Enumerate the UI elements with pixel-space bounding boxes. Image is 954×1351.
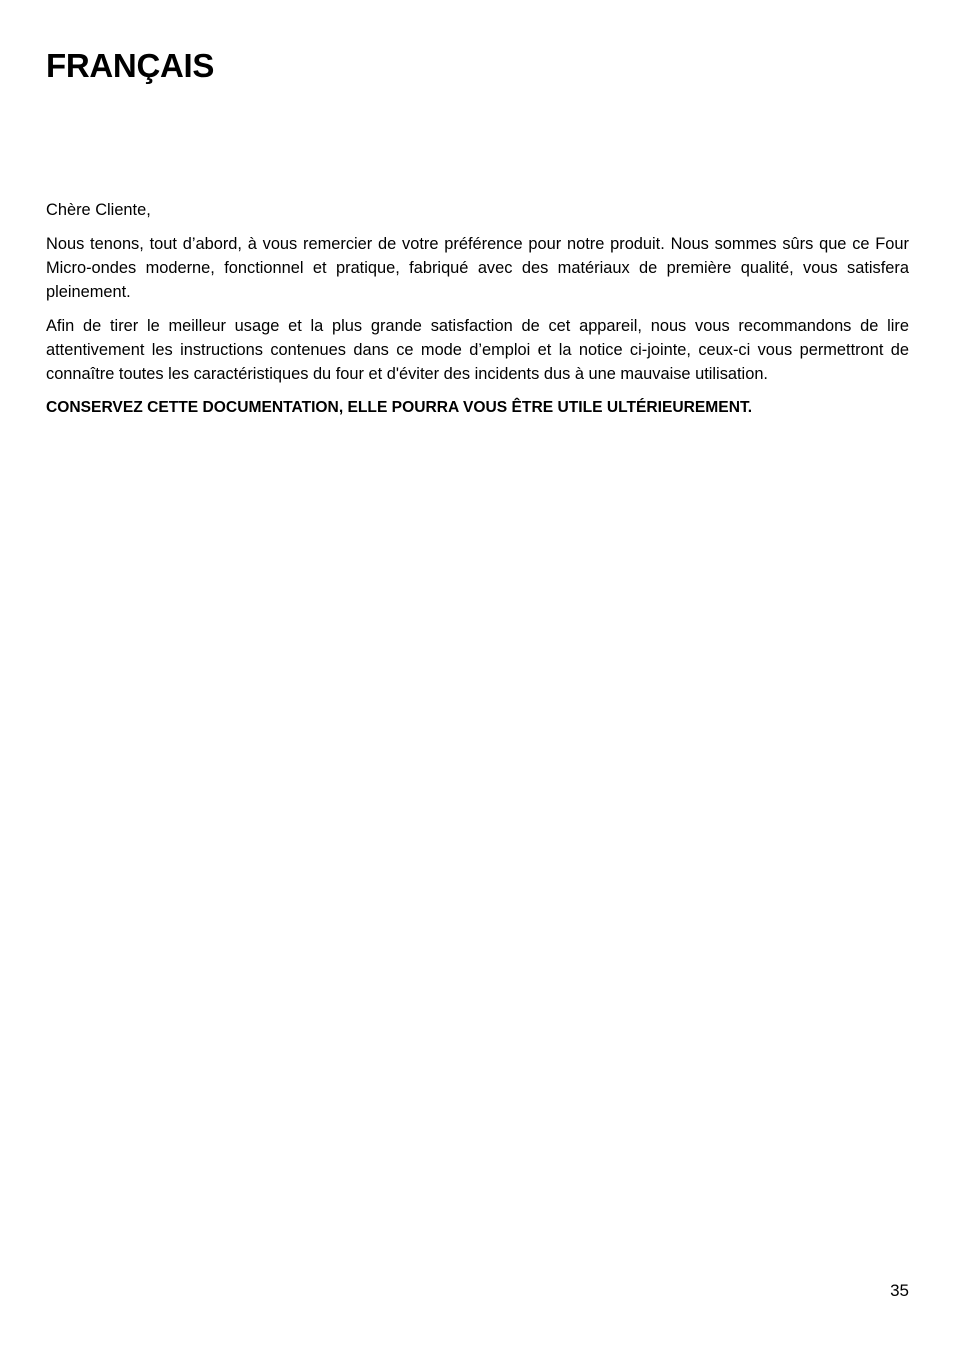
paragraph-recommendation: Afin de tirer le meilleur usage et la plus grande satisfaction de cet appareil, nous vous recommandons de lire attentivement les instructions contenues dans ce mode d’emploi et la notice ci-jointe, ceux-ci vous permettront de connaître toutes les caractéristiques du four et d'éviter des incidents dus à une mauvaise utilisation.	[46, 317, 909, 383]
page-title: FRANÇAIS	[46, 47, 215, 84]
paragraph-intro: Nous tenons, tout d’abord, à vous remercier de votre préférence pour notre produit. Nous sommes sûrs que ce Four Micro-ondes moderne, fonctionnel et pratique, fabriqué avec des matériaux de première qualité, vous satisfera pleinement.	[46, 235, 909, 301]
greeting: Chère Cliente,	[46, 201, 151, 219]
page-number: 35	[890, 1281, 909, 1300]
notice-text: CONSERVEZ CETTE DOCUMENTATION, ELLE POURRA VOUS ÊTRE UTILE ULTÉRIEUREMENT.	[46, 399, 753, 416]
document-body	[46, 198, 909, 430]
